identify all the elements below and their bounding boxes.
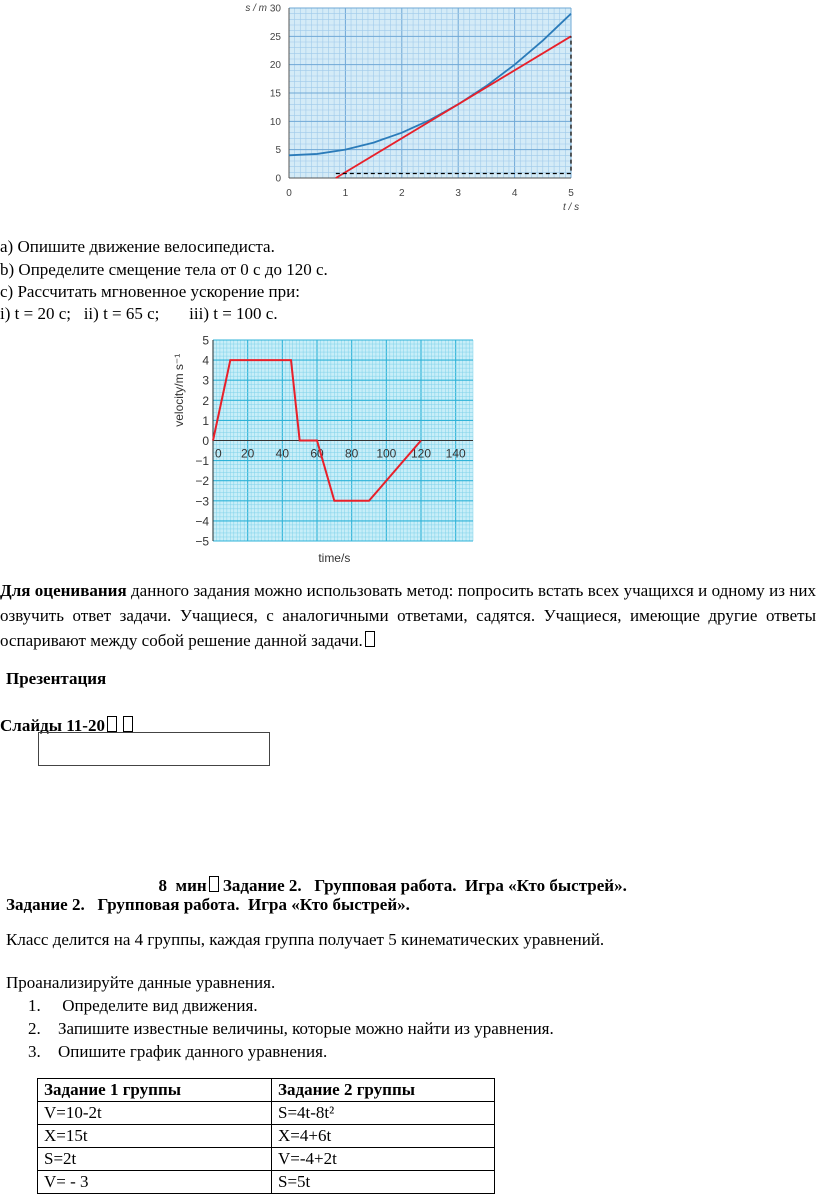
table-row bbox=[38, 1171, 495, 1194]
task2-intro: Класс делится на 4 группы, каждая группа получает 5 кинематических уравнений. bbox=[6, 930, 605, 949]
task2-heading: Задание 2. Групповая работа. Игра «Кто быстрей». bbox=[6, 895, 410, 914]
x-tick-label: 140 bbox=[445, 446, 466, 461]
y-tick-label: 2 bbox=[202, 393, 209, 408]
slides-text: Слайды 11-20 bbox=[0, 716, 105, 735]
x-tick-label: 0 bbox=[286, 188, 292, 199]
table-header: Задание 2 группы bbox=[272, 1079, 495, 1102]
x-tick-label: 60 bbox=[310, 446, 324, 461]
table-row bbox=[38, 1102, 495, 1125]
velocity-time-chart bbox=[170, 335, 480, 567]
y-tick-label: −5 bbox=[195, 534, 209, 549]
task2-centered-heading bbox=[150, 853, 627, 897]
assessment-lead: Для оценивания bbox=[0, 581, 127, 600]
table-row bbox=[38, 1125, 495, 1148]
y-tick-label: 4 bbox=[202, 353, 209, 368]
x-tick-label: 20 bbox=[240, 446, 255, 461]
y-tick-label: 30 bbox=[269, 3, 281, 15]
table-cell: X=4+6t bbox=[272, 1125, 495, 1148]
assessment-paragraph bbox=[0, 578, 816, 653]
table-cell: S=5t bbox=[272, 1171, 495, 1194]
y-tick-label: −3 bbox=[195, 494, 209, 509]
question-a: a) Опишите движение велосипедиста. bbox=[0, 237, 275, 256]
y-tick-label: 1 bbox=[202, 413, 209, 428]
missing-glyph-icon bbox=[209, 876, 219, 892]
x-tick-label: 120 bbox=[410, 446, 432, 461]
y-tick-label: −1 bbox=[195, 454, 209, 469]
equations-table bbox=[37, 1078, 495, 1194]
y-tick-label: −2 bbox=[195, 474, 209, 489]
y-tick-label: 15 bbox=[269, 88, 281, 100]
presentation-heading: Презентация bbox=[6, 669, 107, 688]
question-c: c) Рассчитать мгновенное ускорение при: bbox=[0, 282, 300, 301]
x-tick-label: 100 bbox=[376, 446, 397, 461]
list-item: 1. Определите вид движения. bbox=[28, 996, 258, 1015]
displacement-time-chart bbox=[230, 0, 590, 215]
table-cell: S=4t-8t² bbox=[272, 1102, 495, 1125]
missing-glyph-icon bbox=[123, 716, 133, 732]
x-tick-label: 5 bbox=[568, 188, 574, 199]
x-axis-label: time/s bbox=[318, 551, 351, 565]
y-tick-label: −4 bbox=[195, 514, 209, 529]
table-header-row bbox=[38, 1079, 495, 1102]
assessment-text: данного задания можно использовать метод: попросить встать всех учащихся и одному из них озвучить ответ задачи. Учащиеся, с аналогичными ответами, садятся. Учащиеся, имеющие другие ответы оспаривают между собой решение данной задачи. bbox=[0, 581, 816, 650]
table-header: Задание 1 группы bbox=[38, 1079, 272, 1102]
y-tick-label: 5 bbox=[202, 335, 209, 348]
x-axis-label: t / s bbox=[563, 202, 580, 213]
missing-glyph-icon bbox=[365, 631, 375, 647]
y-tick-label: 5 bbox=[275, 145, 281, 157]
y-tick-label: 25 bbox=[269, 31, 281, 43]
question-c-parts: i) t = 20 с; ii) t = 65 с; iii) t = 100 с. bbox=[0, 304, 278, 323]
table-cell: S=2t bbox=[38, 1148, 272, 1171]
task2-analyze: Проанализируйте данные уравнения. bbox=[6, 973, 276, 992]
y-tick-label: 20 bbox=[269, 60, 281, 72]
x-tick-label: 0 bbox=[215, 446, 222, 461]
x-tick-label: 1 bbox=[342, 188, 349, 199]
slide-placeholder-box bbox=[38, 732, 270, 766]
table-cell: V= - 3 bbox=[38, 1171, 272, 1194]
x-tick-label: 2 bbox=[399, 188, 405, 199]
x-tick-label: 3 bbox=[455, 188, 461, 199]
x-tick-label: 80 bbox=[344, 446, 359, 461]
y-axis-label: s / m bbox=[245, 3, 267, 14]
x-tick-label: 4 bbox=[511, 188, 518, 199]
y-tick-label: 3 bbox=[202, 373, 209, 388]
y-axis-label: velocity/m s⁻¹ bbox=[172, 353, 186, 427]
table-cell: V=-4+2t bbox=[272, 1148, 495, 1171]
table-row bbox=[38, 1148, 495, 1171]
question-b: b) Определите смещение тела от 0 с до 120 с. bbox=[0, 260, 328, 279]
y-tick-label: 0 bbox=[202, 434, 209, 448]
list-item: 3. Опишите график данного уравнения. bbox=[28, 1042, 328, 1061]
list-item: 2. Запишите известные величины, которые можно найти из уравнения. bbox=[28, 1019, 554, 1038]
y-tick-label: 0 bbox=[275, 173, 281, 185]
missing-glyph-icon bbox=[107, 716, 117, 732]
task2-time: 8 мин bbox=[158, 876, 207, 895]
task2-centered-title: Задание 2. Групповая работа. Игра «Кто быстрей». bbox=[218, 876, 627, 895]
x-tick-label: 40 bbox=[275, 446, 290, 461]
y-tick-label: 10 bbox=[269, 116, 281, 128]
table-cell: V=10-2t bbox=[38, 1102, 272, 1125]
task2-steps bbox=[28, 994, 554, 1063]
table-cell: X=15t bbox=[38, 1125, 272, 1148]
